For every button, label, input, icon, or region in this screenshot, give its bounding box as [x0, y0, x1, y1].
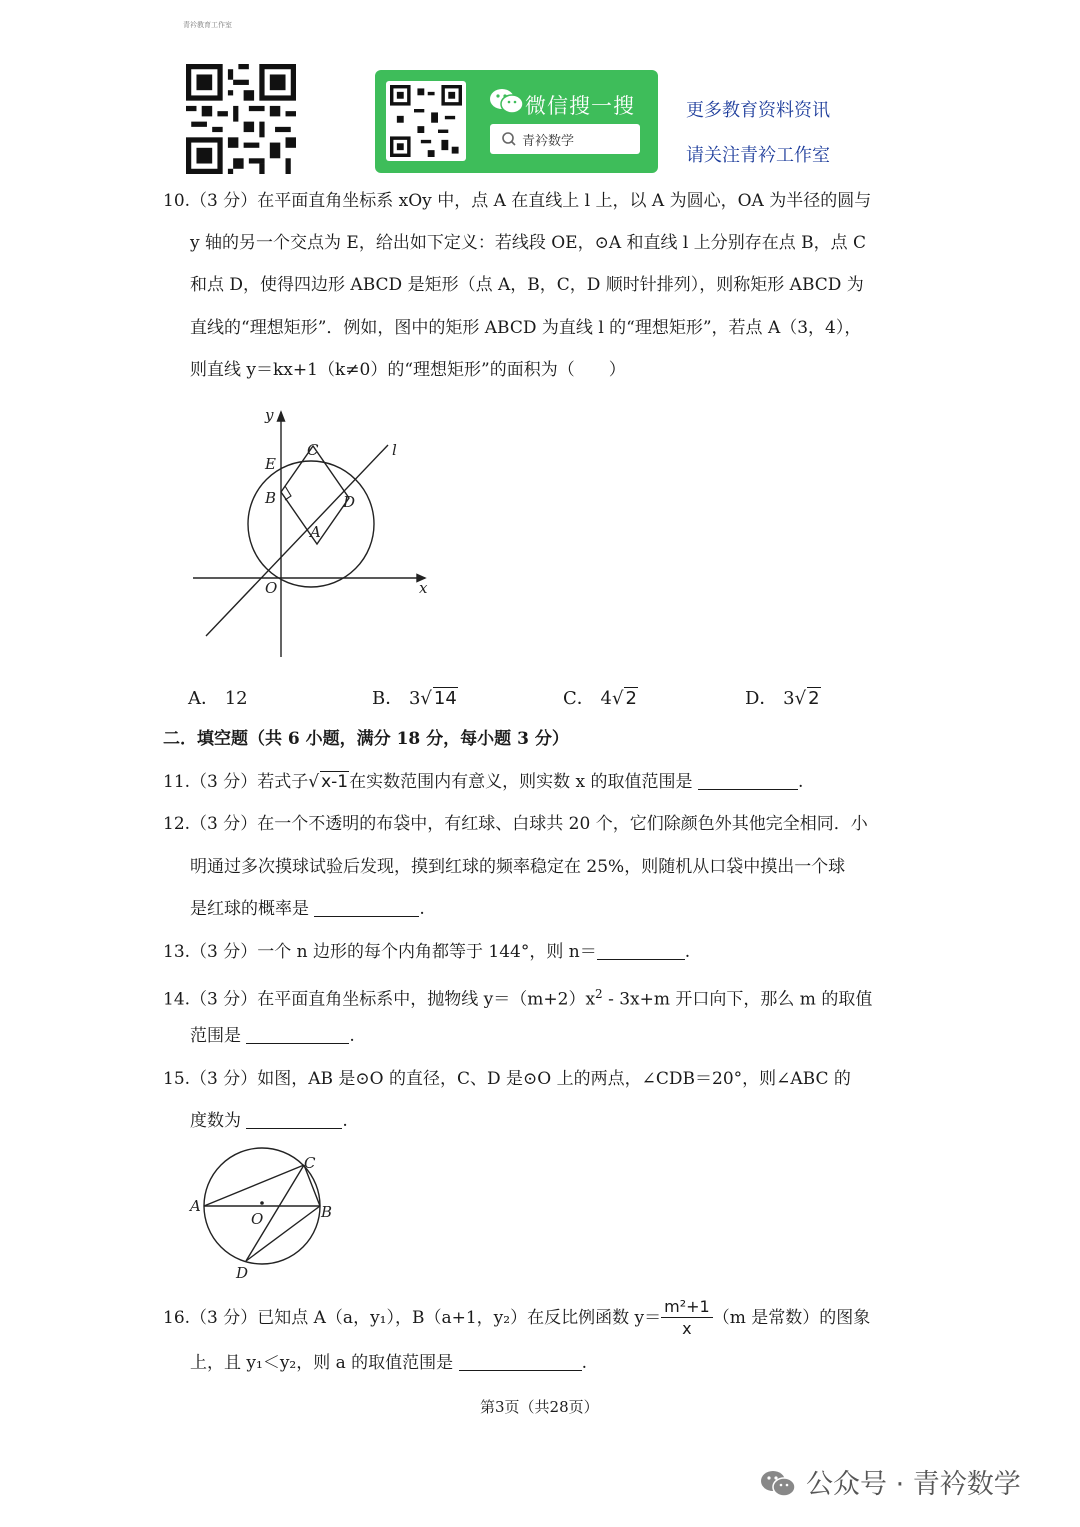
- label-x: x: [419, 579, 428, 597]
- label-y: y: [265, 406, 274, 424]
- q10-option-b[interactable]: [372, 684, 458, 710]
- q14-text-b: - 3x+m 开口向下，那么 m 的取值: [602, 989, 873, 1010]
- option-d-coef: 3: [783, 688, 795, 709]
- center-dot: [260, 1201, 264, 1205]
- q15-answer-blank[interactable]: [246, 1112, 342, 1129]
- promo-line-1: 更多教育资料资讯: [686, 100, 830, 121]
- label-l: l: [392, 441, 397, 459]
- option-c-label: C．: [563, 688, 595, 709]
- q15-figure: [186, 1143, 346, 1283]
- wechat-logo-icon: [758, 1468, 798, 1498]
- q12-period: .: [419, 899, 425, 919]
- label-D: D: [343, 493, 356, 511]
- option-b-radicand: 14: [433, 688, 457, 709]
- q11-answer-blank[interactable]: [698, 773, 798, 790]
- label-A: A: [310, 523, 321, 541]
- q13-period: .: [684, 942, 691, 962]
- q16-line-2: [190, 1351, 587, 1375]
- label-C: C: [307, 441, 319, 459]
- sqrt-symbol: √ x-1: [308, 772, 349, 792]
- q15-line-1: 15.（3 分）如图，AB 是⊙O 的直径，C、D 是⊙O 上的两点，∠CDB＝20°，则∠ABC 的: [163, 1069, 851, 1089]
- q14-exponent: 2: [595, 987, 603, 1001]
- q11-text-pre: 11.（3 分）若式子: [163, 772, 309, 792]
- sqrt-symbol: √ 14: [420, 688, 457, 709]
- watermark-text: 公众号 · 青衿数学: [806, 1469, 1021, 1500]
- q16-answer-blank[interactable]: [459, 1354, 582, 1371]
- section-title-fill-blank: 二．填空题（共 6 小题，满分 18 分，每小题 3 分）: [163, 729, 569, 749]
- q11-radicand: x-1: [321, 772, 349, 792]
- qr-code-icon: [186, 64, 296, 174]
- q12-text: 是红球的概率是: [190, 899, 309, 919]
- qr-code-icon: [386, 81, 466, 161]
- option-a-label: A．: [188, 688, 219, 709]
- q16-numerator: m²+1: [661, 1297, 713, 1318]
- q13-answer-blank[interactable]: [597, 943, 685, 960]
- q16-fraction: [661, 1297, 713, 1340]
- q10-line-2: y 轴的另一个交点为 E，给出如下定义：若线段 OE，⊙A 和直线 l 上分别存在点 B，点 C: [190, 233, 867, 253]
- label-E: E: [265, 455, 276, 473]
- wechat-search-title: 微信搜一搜: [525, 94, 635, 118]
- option-d-radicand: 2: [808, 688, 820, 709]
- q15-line-2: [190, 1109, 348, 1133]
- q11-period: .: [797, 772, 804, 792]
- search-text: 青衿数学: [522, 134, 575, 149]
- q14-line-2: [190, 1024, 355, 1048]
- q14-answer-blank[interactable]: [246, 1027, 349, 1044]
- sqrt-symbol: √ 2: [611, 688, 637, 709]
- option-d-label: D．: [745, 688, 778, 709]
- q15-period: .: [342, 1111, 348, 1131]
- q12-line-2: 明通过多次摸球试验后发现，摸到红球的频率稳定在 25%，则随机从口袋中摸出一个球: [190, 857, 846, 877]
- q10-option-c[interactable]: [563, 684, 638, 710]
- q16-denominator: x: [682, 1319, 692, 1338]
- q14-period: .: [349, 1026, 355, 1046]
- q10-option-a[interactable]: [188, 684, 248, 710]
- q15-text: 度数为: [190, 1111, 241, 1131]
- q16-text-range: 上，且 y₁＜y₂，则 a 的取值范围是: [190, 1353, 454, 1373]
- option-c-radicand: 2: [625, 688, 637, 709]
- q11-text-post: 在实数范围内有意义，则实数 x 的取值范围是: [349, 772, 693, 792]
- wechat-search-banner[interactable]: [375, 70, 658, 173]
- q16-period: .: [581, 1353, 587, 1373]
- q14-text-range: 范围是: [190, 1026, 241, 1046]
- q16-line-1: [163, 1296, 870, 1340]
- label-O: O: [251, 1210, 264, 1228]
- search-icon: [500, 130, 518, 148]
- label-A: A: [190, 1197, 201, 1215]
- y-axis-arrow: [278, 412, 285, 421]
- label-D: D: [236, 1264, 249, 1282]
- q12-line-1: 12.（3 分）在一个不透明的布袋中，有红球、白球共 20 个，它们除颜色外其他完全相同．小: [163, 814, 868, 834]
- chord-AC: [204, 1165, 304, 1206]
- label-O: O: [265, 579, 278, 597]
- q10-option-d[interactable]: [745, 684, 821, 710]
- q12-answer-blank[interactable]: [314, 900, 419, 917]
- page-number: 第3页（共28页）: [480, 1398, 599, 1416]
- q13-text: 13.（3 分）一个 n 边形的每个内角都等于 144°，则 n＝: [163, 942, 597, 962]
- label-B: B: [321, 1203, 333, 1221]
- option-b-coef: 3: [408, 688, 421, 709]
- q12-line-3: [190, 897, 425, 921]
- label-C: C: [304, 1154, 316, 1172]
- option-b-label: B．: [372, 688, 404, 709]
- header-small-text: 青衿教育工作室: [183, 21, 232, 29]
- wechat-search-box[interactable]: [490, 124, 640, 154]
- promo-line-2: 请关注青衿工作室: [686, 145, 830, 166]
- q16-text-b: （m 是常数）的图象: [712, 1308, 871, 1328]
- q11-line: [163, 770, 803, 794]
- option-c-coef: 4: [600, 688, 612, 709]
- q10-line-4: 直线的“理想矩形”．例如，图中的矩形 ABCD 为直线 l 的“理想矩形”，若点 A（3，4），: [190, 318, 862, 338]
- q14-line-1: [163, 982, 872, 1012]
- sqrt-symbol: √ 2: [794, 688, 820, 709]
- q16-text-a: 16.（3 分）已知点 A（a，y₁），B（a+1，y₂）在反比例函数 y＝: [163, 1308, 662, 1328]
- q14-text-a: 14.（3 分）在平面直角坐标系中，抛物线 y＝（m+2）x: [163, 989, 596, 1010]
- wechat-logo-icon: [488, 86, 526, 116]
- label-B: B: [265, 489, 277, 507]
- q10-line-5: 则直线 y＝kx+1（k≠0）的“理想矩形”的面积为（ ）: [190, 360, 626, 380]
- q10-figure: [185, 400, 445, 665]
- q10-line-1: 10.（3 分）在平面直角坐标系 xOy 中，点 A 在直线上 l 上，以 A 为圆心，OA 为半径的圆与: [163, 191, 872, 211]
- q13-line: [163, 940, 690, 964]
- line-l: [206, 445, 388, 636]
- q10-line-3: 和点 D，使得四边形 ABCD 是矩形（点 A，B，C，D 顺时针排列），则称矩形 ABCD 为: [190, 275, 864, 295]
- option-a-value: 12: [224, 688, 248, 709]
